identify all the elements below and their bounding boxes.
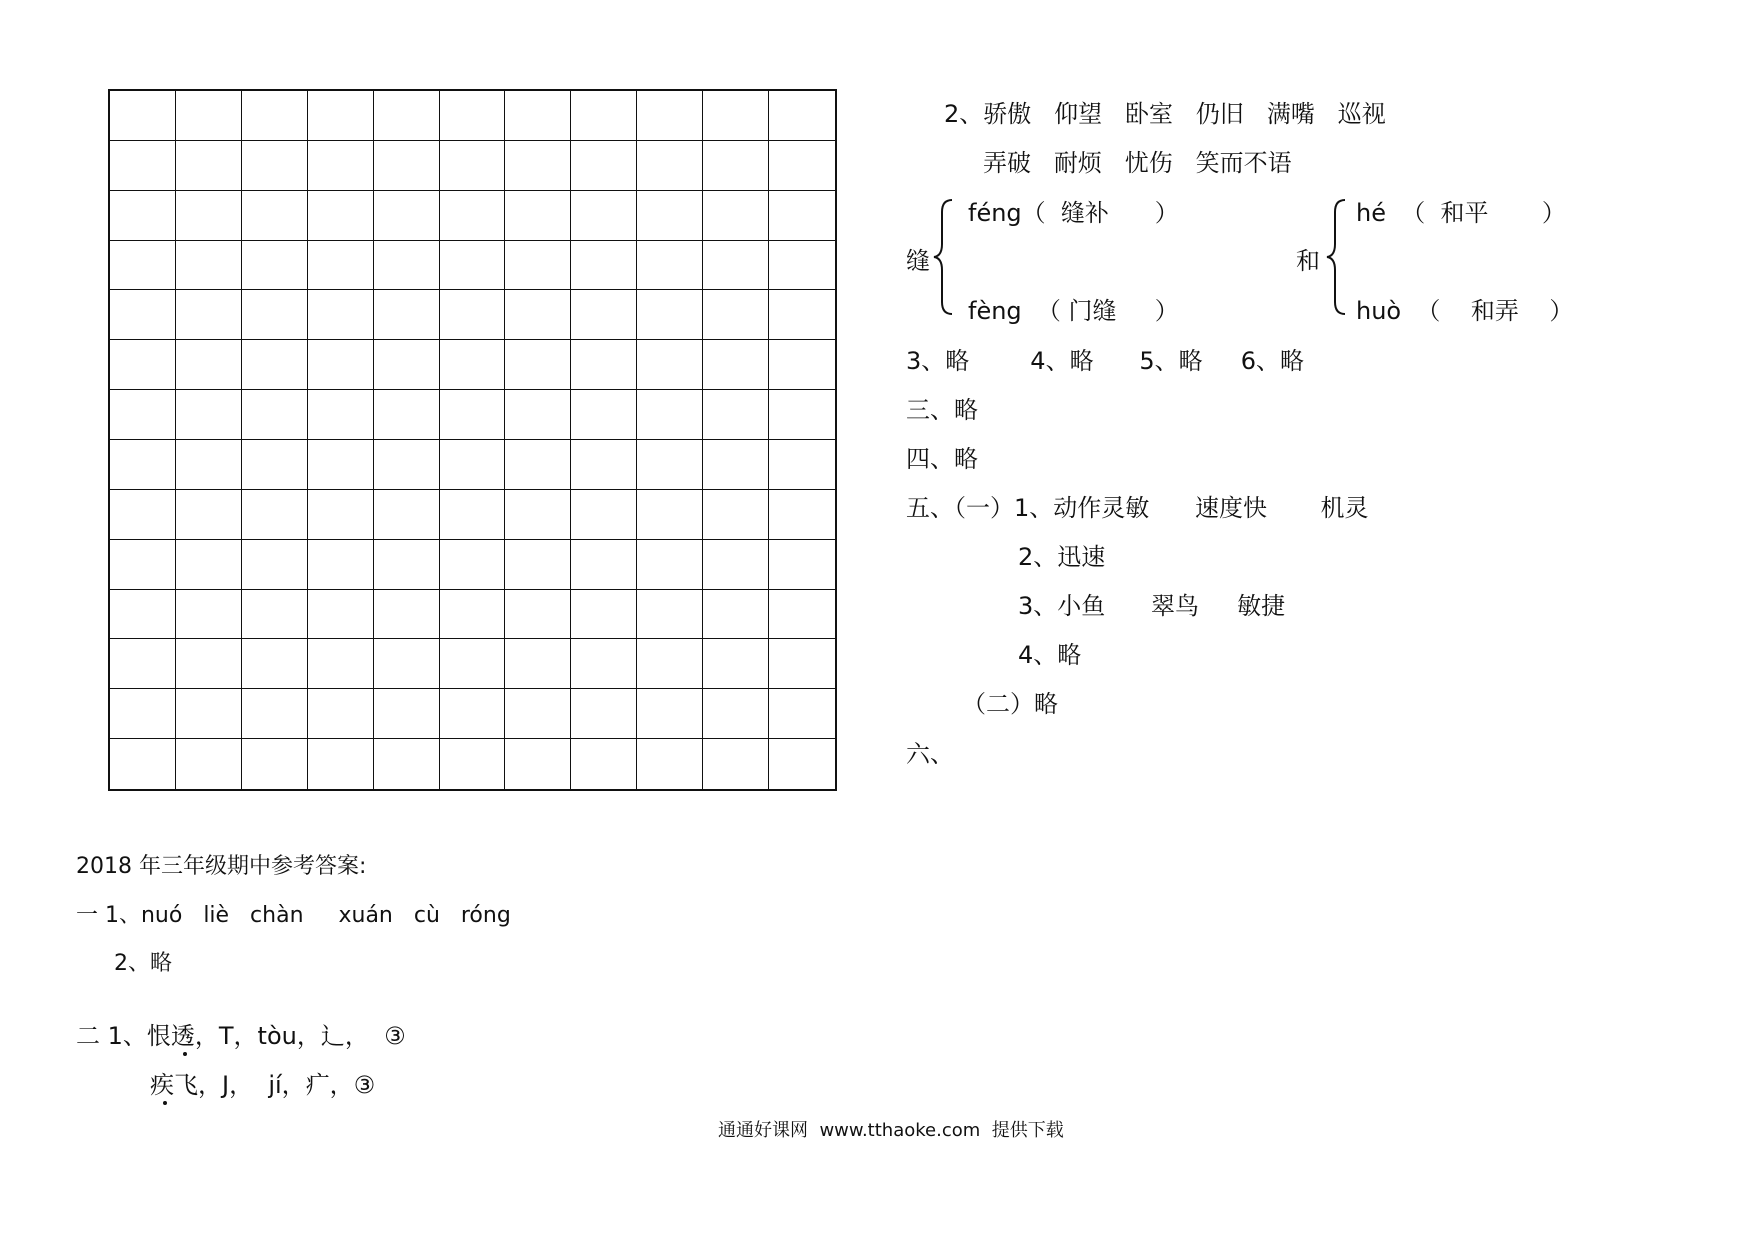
grid-cell — [440, 590, 506, 640]
grid-cell — [637, 689, 703, 739]
left-brace-icon — [1325, 198, 1349, 316]
grid-cell — [374, 191, 440, 241]
grid-cell — [110, 590, 176, 640]
polyphone-feng-bottom: fèng （ 门缝 ） — [968, 297, 1179, 325]
grid-cell — [308, 689, 374, 739]
left-brace-icon — [932, 198, 956, 316]
grid-cell — [637, 490, 703, 540]
grid-cell — [440, 739, 506, 789]
emphasis-dot — [163, 1101, 167, 1105]
grid-cell — [703, 290, 769, 340]
grid-cell — [242, 639, 308, 689]
grid-cell — [769, 91, 835, 141]
grid-cell — [571, 141, 637, 191]
grid-cell — [637, 390, 703, 440]
polyphone-feng-char: 缝 — [906, 247, 930, 275]
answer-section-two-2: 疾飞，J， jí，疒，③ — [150, 1071, 376, 1099]
grid-cell — [374, 141, 440, 191]
grid-cell — [637, 540, 703, 590]
footer-credit: 通通好课网 www.tthaoke.com 提供下载 — [718, 1120, 1064, 1141]
grid-cell — [571, 540, 637, 590]
grid-cell — [374, 340, 440, 390]
grid-cell — [703, 689, 769, 739]
grid-cell — [703, 590, 769, 640]
grid-cell — [176, 191, 242, 241]
grid-cell — [110, 739, 176, 789]
grid-cell — [769, 191, 835, 241]
answer-section-five-1: 五、（一）1、动作灵敏 速度快 机灵 — [906, 494, 1369, 522]
grid-cell — [242, 739, 308, 789]
grid-cell — [769, 290, 835, 340]
grid-cell — [440, 390, 506, 440]
grid-cell — [374, 639, 440, 689]
grid-cell — [637, 639, 703, 689]
grid-cell — [440, 191, 506, 241]
grid-cell — [176, 390, 242, 440]
grid-cell — [505, 191, 571, 241]
grid-cell — [440, 540, 506, 590]
grid-cell — [440, 91, 506, 141]
grid-cell — [637, 191, 703, 241]
grid-cell — [637, 290, 703, 340]
grid-cell — [505, 290, 571, 340]
grid-cell — [374, 91, 440, 141]
grid-cell — [110, 440, 176, 490]
grid-cell — [176, 440, 242, 490]
grid-cell — [110, 540, 176, 590]
grid-cell — [176, 739, 242, 789]
grid-cell — [242, 290, 308, 340]
grid-cell — [242, 689, 308, 739]
grid-cell — [308, 91, 374, 141]
grid-cell — [571, 191, 637, 241]
grid-cell — [769, 739, 835, 789]
answer-q2-line1: 2、骄傲 仰望 卧室 仍旧 满嘴 巡视 — [944, 100, 1386, 128]
grid-cell — [505, 540, 571, 590]
grid-cell — [637, 241, 703, 291]
grid-cell — [505, 490, 571, 540]
grid-cell — [374, 689, 440, 739]
grid-cell — [505, 440, 571, 490]
grid-cell — [703, 490, 769, 540]
grid-cell — [242, 340, 308, 390]
grid-cell — [176, 290, 242, 340]
grid-cell — [374, 390, 440, 440]
grid-cell — [505, 390, 571, 440]
grid-cell — [769, 141, 835, 191]
grid-cell — [308, 191, 374, 241]
grid-cell — [374, 490, 440, 540]
grid-cell — [571, 340, 637, 390]
grid-cell — [308, 540, 374, 590]
grid-cell — [637, 141, 703, 191]
grid-cell — [703, 241, 769, 291]
grid-cell — [440, 490, 506, 540]
grid-cell — [308, 590, 374, 640]
grid-cell — [769, 390, 835, 440]
grid-cell — [374, 241, 440, 291]
grid-cell — [110, 290, 176, 340]
grid-cell — [571, 490, 637, 540]
grid-cell — [242, 440, 308, 490]
grid-cell — [769, 340, 835, 390]
answer-section-six: 六、 — [906, 740, 954, 768]
grid-cell — [110, 191, 176, 241]
grid-cell — [571, 290, 637, 340]
grid-cell — [440, 290, 506, 340]
answer-q2-line2: 弄破 耐烦 忧伤 笑而不语 — [983, 149, 1292, 177]
grid-cell — [308, 340, 374, 390]
answer-section-three: 三、略 — [906, 396, 978, 424]
grid-cell — [110, 639, 176, 689]
grid-cell — [571, 91, 637, 141]
grid-cell — [176, 141, 242, 191]
grid-cell — [110, 340, 176, 390]
grid-cell — [505, 340, 571, 390]
grid-cell — [176, 540, 242, 590]
grid-cell — [242, 390, 308, 440]
grid-cell — [242, 141, 308, 191]
grid-cell — [440, 241, 506, 291]
grid-cell — [308, 739, 374, 789]
grid-cell — [110, 241, 176, 291]
answer-q3-to-q6: 3、略 4、略 5、略 6、略 — [906, 347, 1305, 375]
grid-cell — [505, 590, 571, 640]
grid-cell — [769, 689, 835, 739]
grid-cell — [703, 340, 769, 390]
grid-cell — [637, 739, 703, 789]
grid-cell — [703, 639, 769, 689]
grid-cell — [769, 490, 835, 540]
grid-cell — [637, 340, 703, 390]
grid-cell — [308, 490, 374, 540]
grid-cell — [308, 440, 374, 490]
grid-cell — [703, 141, 769, 191]
grid-cell — [769, 540, 835, 590]
grid-cell — [505, 141, 571, 191]
grid-cell — [440, 440, 506, 490]
grid-cell — [703, 739, 769, 789]
grid-cell — [440, 141, 506, 191]
answer-section-two-1: 二 1、恨透，T，tòu，辶， ③ — [76, 1022, 406, 1050]
grid-cell — [571, 440, 637, 490]
emphasis-dot — [183, 1052, 187, 1056]
answer-section-five-3: 3、小鱼 翠鸟 敏捷 — [1018, 592, 1286, 620]
polyphone-he-bottom: huò （ 和弄 ） — [1356, 297, 1574, 325]
grid-cell — [242, 590, 308, 640]
grid-cell — [176, 340, 242, 390]
grid-cell — [374, 440, 440, 490]
grid-cell — [637, 590, 703, 640]
grid-cell — [703, 440, 769, 490]
grid-cell — [637, 91, 703, 141]
polyphone-he-top: hé （ 和平 ） — [1356, 199, 1566, 227]
grid-cell — [242, 540, 308, 590]
grid-cell — [110, 91, 176, 141]
grid-cell — [308, 290, 374, 340]
grid-cell — [374, 540, 440, 590]
grid-cell — [505, 91, 571, 141]
grid-cell — [176, 590, 242, 640]
answer-section-five-2: 2、迅速 — [1018, 543, 1106, 571]
writing-grid — [108, 89, 837, 791]
grid-cell — [505, 739, 571, 789]
grid-cell — [637, 440, 703, 490]
grid-cell — [242, 490, 308, 540]
grid-cell — [308, 639, 374, 689]
grid-cell — [110, 390, 176, 440]
grid-cell — [769, 639, 835, 689]
grid-cell — [440, 340, 506, 390]
grid-cell — [703, 91, 769, 141]
grid-cell — [571, 390, 637, 440]
answer-section-four: 四、略 — [906, 445, 978, 473]
grid-cell — [769, 590, 835, 640]
grid-cell — [571, 639, 637, 689]
grid-cell — [440, 689, 506, 739]
grid-cell — [703, 390, 769, 440]
grid-cell — [571, 689, 637, 739]
grid-cell — [505, 689, 571, 739]
grid-cell — [176, 689, 242, 739]
grid-cell — [242, 191, 308, 241]
grid-cell — [242, 241, 308, 291]
polyphone-feng-top: féng（ 缝补 ） — [968, 199, 1179, 227]
grid-cell — [308, 241, 374, 291]
grid-cell — [703, 191, 769, 241]
answer-section-five-part2: （二）略 — [962, 690, 1058, 718]
grid-cell — [176, 490, 242, 540]
grid-cell — [571, 241, 637, 291]
grid-cell — [308, 390, 374, 440]
grid-cell — [769, 241, 835, 291]
grid-cell — [440, 639, 506, 689]
grid-cell — [110, 490, 176, 540]
grid-cell — [571, 590, 637, 640]
grid-cell — [505, 639, 571, 689]
grid-cell — [769, 440, 835, 490]
grid-cell — [242, 91, 308, 141]
answer-section-five-4: 4、略 — [1018, 641, 1082, 669]
grid-cell — [505, 241, 571, 291]
grid-cell — [703, 540, 769, 590]
grid-cell — [374, 739, 440, 789]
grid-cell — [374, 290, 440, 340]
grid-cell — [110, 689, 176, 739]
answer-section-one-2: 2、略 — [114, 951, 172, 976]
polyphone-he-char: 和 — [1296, 247, 1320, 275]
grid-cell — [308, 141, 374, 191]
answer-section-one-1: 一 1、nuó liè chàn xuán cù róng — [76, 903, 511, 928]
answer-key-title: 2018 年三年级期中参考答案: — [76, 854, 367, 879]
grid-cell — [571, 739, 637, 789]
grid-cell — [176, 241, 242, 291]
grid-cell — [110, 141, 176, 191]
grid-cell — [176, 639, 242, 689]
grid-cell — [374, 590, 440, 640]
grid-cell — [176, 91, 242, 141]
